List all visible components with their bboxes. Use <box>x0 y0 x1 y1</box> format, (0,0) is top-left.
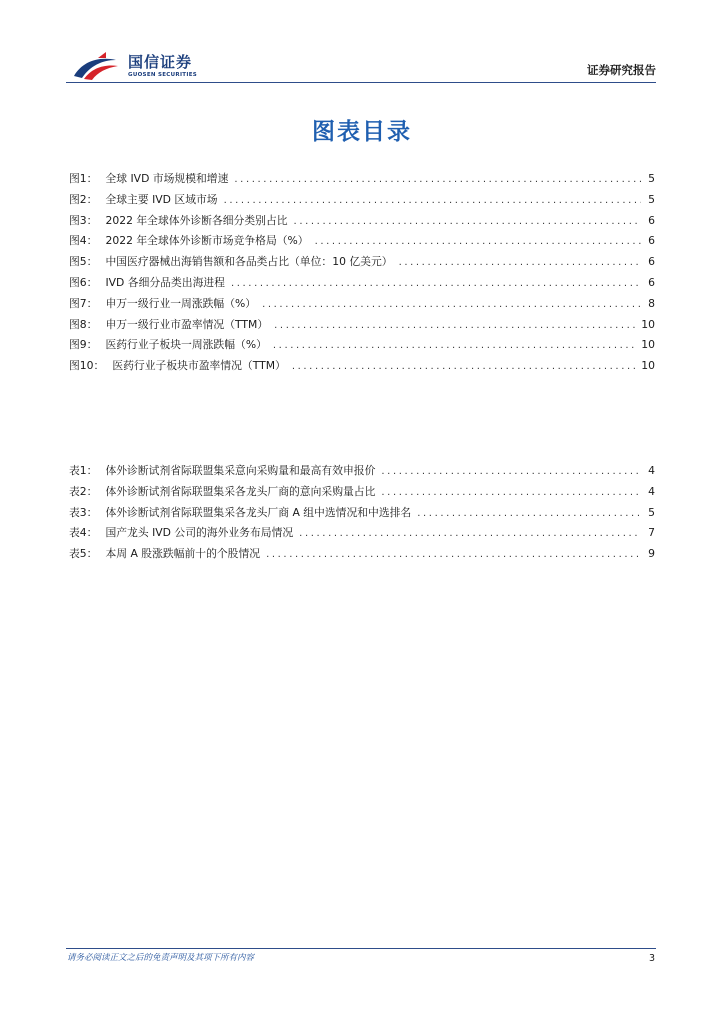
entry-number: 表5： <box>69 547 98 561</box>
entry-title: 体外诊断试剂省际联盟集采各龙头厂商 A 组中选情况和中选排名 <box>105 505 412 519</box>
page-header <box>66 50 656 84</box>
entry-number: 图1： <box>69 172 98 185</box>
table-list <box>69 463 655 567</box>
dot-leader <box>274 320 637 331</box>
dot-leader <box>262 299 641 310</box>
figure-entry[interactable] <box>69 275 655 296</box>
entry-number: 图7： <box>69 296 98 310</box>
dot-leader <box>224 195 641 206</box>
figure-entry[interactable] <box>69 358 655 379</box>
toc-title: 图表目录 <box>312 119 412 145</box>
figure-entry[interactable] <box>69 296 655 317</box>
entry-number: 表3： <box>69 505 98 519</box>
dot-leader <box>273 340 637 351</box>
page-number: 3 <box>648 953 655 964</box>
entry-page: 7 <box>648 526 655 540</box>
logo-text-cn: 国信证券 <box>128 53 193 71</box>
entry-number: 图3： <box>69 213 98 227</box>
entry-number: 图6： <box>69 275 98 289</box>
logo-mark-icon <box>72 52 124 82</box>
entry-page: 6 <box>648 234 655 248</box>
entry-number: 图9： <box>69 338 98 352</box>
figure-entry[interactable] <box>69 213 655 234</box>
dot-leader <box>294 216 641 227</box>
entry-number: 表1： <box>69 464 98 477</box>
entry-number: 图8： <box>69 317 98 331</box>
entry-number: 表4： <box>69 526 98 540</box>
entry-page: 6 <box>648 255 655 269</box>
figure-entry[interactable] <box>69 233 655 254</box>
entry-title: 体外诊断试剂省际联盟集采各龙头厂商的意向采购量占比 <box>105 484 376 498</box>
entry-title: 全球 IVD 市场规模和增速 <box>105 172 229 185</box>
entry-page: 10 <box>641 338 655 352</box>
entry-page: 5 <box>648 192 655 206</box>
entry-page: 10 <box>641 317 655 331</box>
figure-entry[interactable] <box>69 171 655 192</box>
entry-page: 8 <box>648 296 655 310</box>
dot-leader <box>292 361 637 372</box>
disclaimer-note: 请务必阅读正文之后的免责声明及其项下所有内容 <box>67 953 255 963</box>
entry-title: 国产龙头 IVD 公司的海外业务布局情况 <box>105 526 294 540</box>
entry-page: 5 <box>648 505 655 519</box>
dot-leader <box>381 487 641 498</box>
table-entry[interactable] <box>69 463 655 484</box>
report-type-label: 证券研究报告 <box>587 63 656 77</box>
dot-leader <box>266 549 641 560</box>
entry-title: IVD 各细分品类出海进程 <box>105 275 225 289</box>
entry-title: 本周 A 股涨跌幅前十的个股情况 <box>105 547 261 561</box>
logo-text-en: GUOSEN SECURITIES <box>128 72 198 78</box>
header-divider <box>66 82 656 83</box>
dot-leader <box>234 174 641 185</box>
entry-title: 全球主要 IVD 区域市场 <box>105 192 218 206</box>
entry-page: 5 <box>648 172 655 185</box>
table-entry[interactable] <box>69 505 655 526</box>
entry-title: 2022 年全球体外诊断市场竞争格局（%） <box>105 234 309 248</box>
entry-number: 图5： <box>69 255 98 269</box>
figure-entry[interactable] <box>69 337 655 358</box>
dot-leader <box>315 236 641 247</box>
figure-list <box>69 171 655 379</box>
entry-page: 6 <box>648 213 655 227</box>
figure-entry[interactable] <box>69 254 655 275</box>
entry-title: 医药行业子板块市盈率情况（TTM） <box>112 359 286 373</box>
entry-page: 4 <box>648 464 655 477</box>
entry-title: 医药行业子板块一周涨跌幅（%） <box>105 338 267 352</box>
guosen-logo <box>72 50 232 84</box>
dot-leader <box>231 278 641 289</box>
figure-entry[interactable] <box>69 317 655 338</box>
table-entry[interactable] <box>69 546 655 567</box>
dot-leader <box>299 528 641 539</box>
table-entry[interactable] <box>69 484 655 505</box>
dot-leader <box>399 257 641 268</box>
entry-number: 图2： <box>69 192 98 206</box>
dot-leader <box>417 508 641 519</box>
footer-divider <box>66 948 656 949</box>
entry-number: 图4： <box>69 234 98 248</box>
table-entry[interactable] <box>69 525 655 546</box>
entry-title: 中国医疗器械出海销售额和各品类占比（单位：10 亿美元） <box>105 255 393 269</box>
entry-page: 4 <box>648 484 655 498</box>
entry-page: 6 <box>648 275 655 289</box>
entry-title: 申万一级行业一周涨跌幅（%） <box>105 296 257 310</box>
entry-title: 申万一级行业市盈率情况（TTM） <box>105 317 269 331</box>
entry-title: 2022 年全球体外诊断各细分类别占比 <box>105 213 288 227</box>
figure-entry[interactable] <box>69 192 655 213</box>
dot-leader <box>381 466 641 477</box>
entry-page: 10 <box>641 359 655 373</box>
entry-number: 表2： <box>69 484 98 498</box>
entry-number: 图10： <box>69 359 105 373</box>
entry-title: 体外诊断试剂省际联盟集采意向采购量和最高有效申报价 <box>105 464 376 477</box>
entry-page: 9 <box>648 547 655 561</box>
